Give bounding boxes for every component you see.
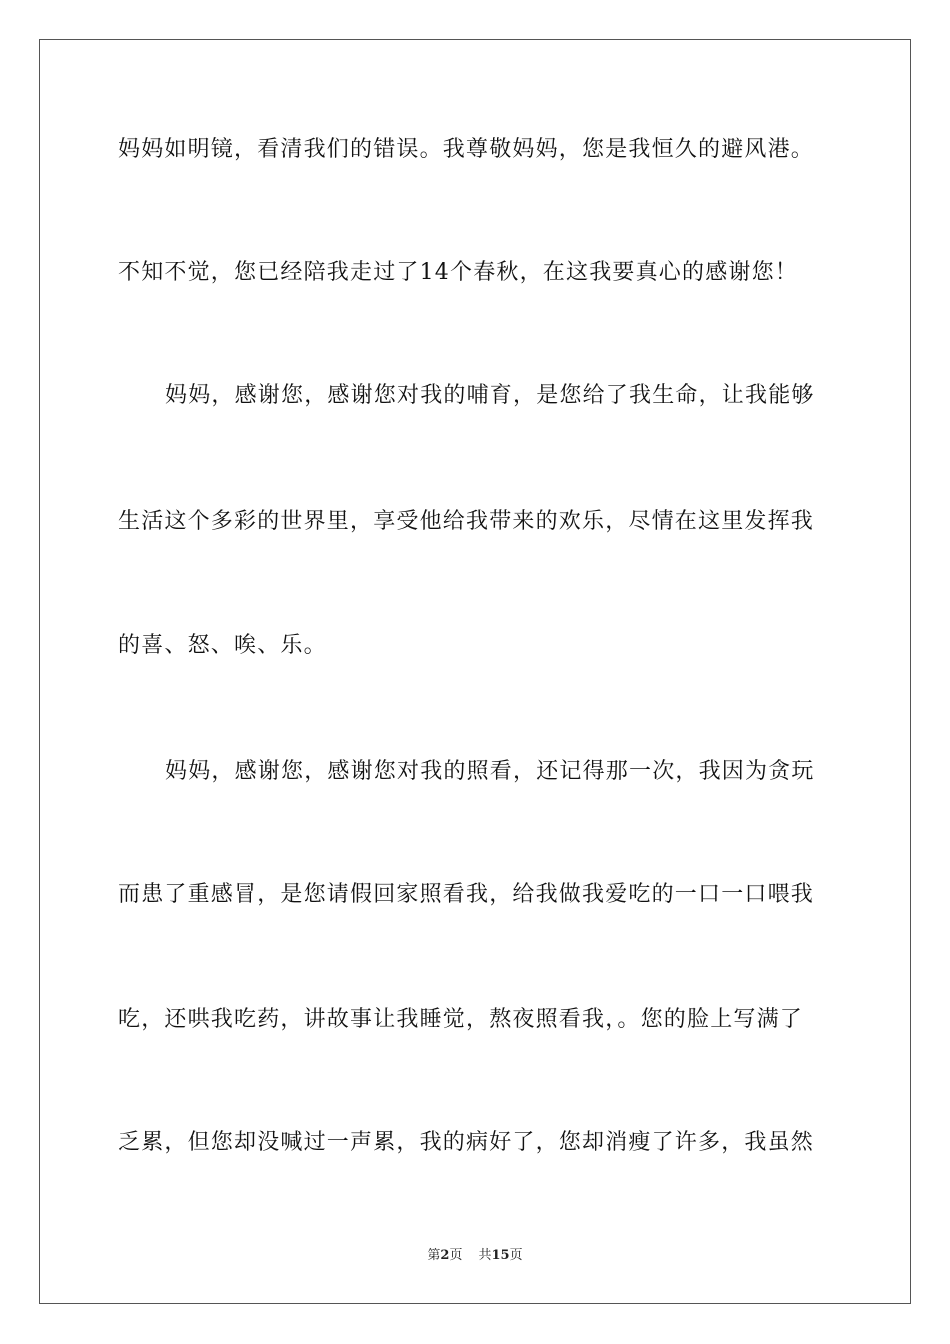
text-line-4: 生活这个多彩的世界里，享受他给我带来的欢乐，尽情在这里发挥我 <box>118 509 815 534</box>
text-line-2: 不知不觉，您已经陪我走过了14个春秋，在这我要真心的感谢您！ <box>118 260 798 285</box>
page-prefix: 第 <box>427 1248 441 1263</box>
text-line-7: 而患了重感冒，是您请假回家照看我，给我做我爱吃的一口一口喂我 <box>118 882 815 907</box>
text-line-3: 妈妈，感谢您，感谢您对我的哺育，是您给了我生命，让我能够 <box>165 383 815 408</box>
page-footer <box>0 1246 950 1266</box>
total-page-count: 15 <box>491 1248 510 1263</box>
total-prefix: 共 <box>478 1248 492 1263</box>
text-line-1: 妈妈如明镜，看清我们的错误。我尊敬妈妈，您是我恒久的避风港。 <box>118 137 815 162</box>
text-line-6: 妈妈，感谢您，感谢您对我的照看，还记得那一次，我因为贪玩 <box>165 759 815 784</box>
current-page-number: 2 <box>440 1248 450 1263</box>
page-border <box>39 39 911 1304</box>
text-line-5: 的喜、怒、唉、乐。 <box>118 633 327 658</box>
text-line-8: 吃，还哄我吃药，讲故事让我睡觉，熬夜照看我，。您的脸上写满了 <box>118 1007 804 1032</box>
total-suffix: 页 <box>509 1248 523 1263</box>
page-suffix: 页 <box>449 1248 463 1263</box>
text-line-9: 乏累，但您却没喊过一声累，我的病好了，您却消瘦了许多，我虽然 <box>118 1130 815 1155</box>
